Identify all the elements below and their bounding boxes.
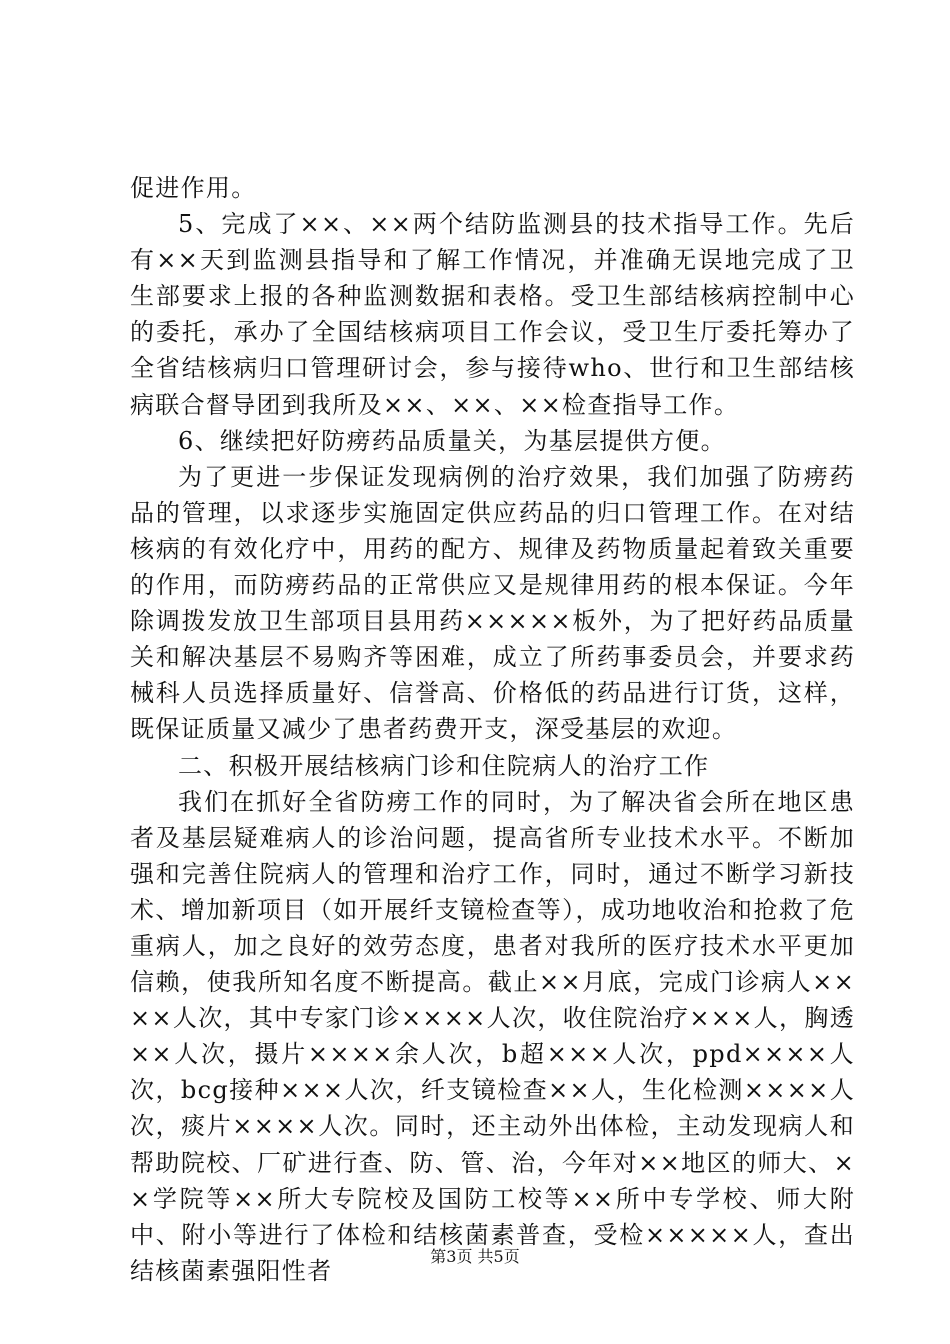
paragraph-1: 促进作用。 [130, 174, 257, 202]
paragraph-6: 我们在抓好全省防痨工作的同时，为了解决省会所在地区患者及基层疑难病人的诊治问题，提高省所专业技术水平。不断加强和完善住院病人的管理和治疗工作，同时，通过不断学习新技术、增加新项目（如开展纤支镜检查等），成功地收治和抢救了危重病人，加之良好的效劳态度，患者对我所的医疗技术水平更加信赖，使我所知名度不断提高。截止××月底，完成门诊病人××××人次，其中专家门诊××××人次，收住院治疗×××人，胸透××人次，摄片××××余人次，b超×××人次，ppd××××人次，bcg接种×××人次，纤支镜检查××人，生化检测××××人次，痰片××××人次。同时，还主动外出体检，主动发现病人和帮助院校、厂矿进行查、防、管、治，今年对××地区的师大、××学院等××所大专院校及国防工校等××所中专学校、师大附中、附小等进行了体检和结核菌素普查，受检×××××人，查出结核菌素强阳性者 [130, 787, 855, 1285]
document-body [130, 170, 855, 1289]
paragraph-4: 为了更进一步保证发现病例的治疗效果，我们加强了防痨药品的管理，以求逐步实施固定供应药品的归口管理工作。在对结核病的有效化疗中，用药的配方、规律及药物质量起着致关重要的作用，而防痨药品的正常供应又是规律用药的根本保证。今年除调拨发放卫生部项目县用药×××××板外，为了把好药品质量关和解决基层不易购齐等困难，成立了所药事委员会，并要求药械科人员选择质量好、信誉高、价格低的药品进行订货，这样，既保证质量又减少了患者药费开支，深受基层的欢迎。 [130, 462, 855, 744]
page-footer [0, 1244, 950, 1267]
page-number: 第3页 共5页 [430, 1247, 520, 1266]
section-heading: 二、积极开展结核病门诊和住院病人的治疗工作 [178, 751, 710, 780]
paragraph-3: 6、继续把好防痨药品质量关，为基层提供方便。 [178, 426, 726, 455]
paragraph-2: 5、完成了××、××两个结防监测县的技术指导工作。先后有××天到监测县指导和了解工作情况，并准确无误地完成了卫生部要求上报的各种监测数据和表格。受卫生部结核病控制中心的委托，承办了全国结核病项目工作会议，受卫生厅委托筹办了全省结核病归口管理研讨会，参与接待who、世行和卫生部结核病联合督导团到我所及××、××、××检查指导工作。 [130, 210, 855, 419]
